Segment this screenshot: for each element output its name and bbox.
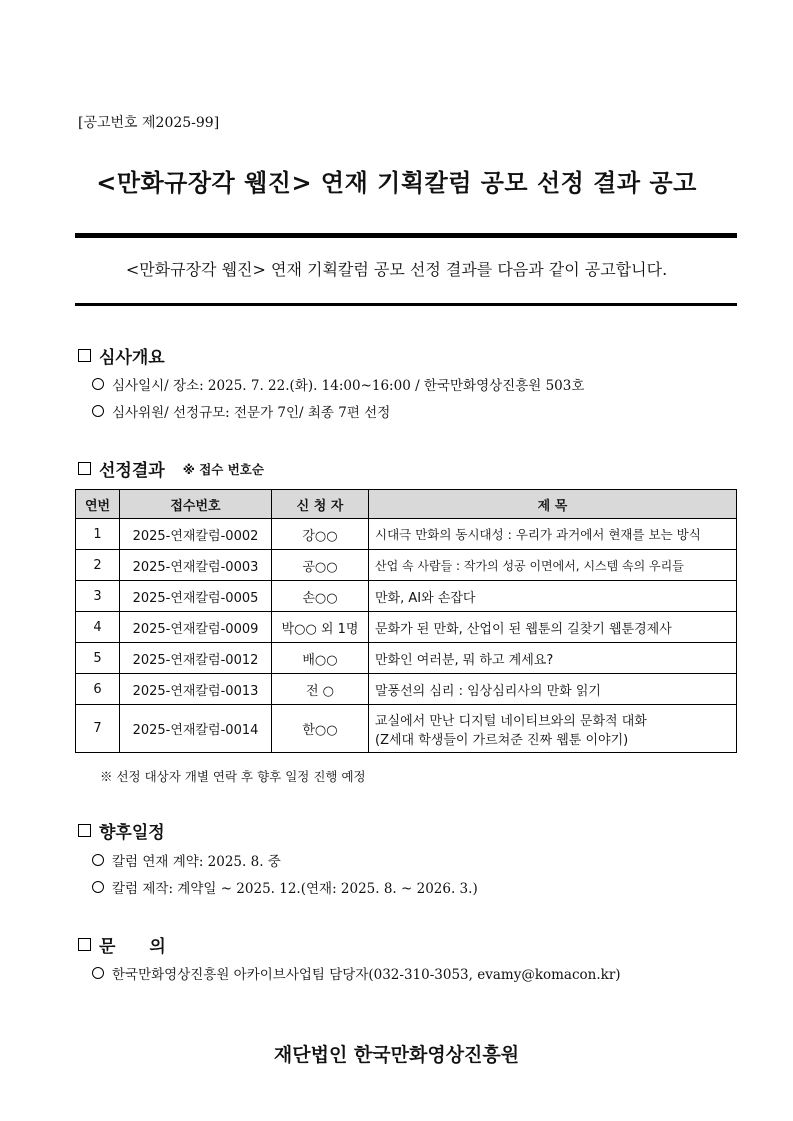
table-header-row bbox=[76, 490, 737, 519]
cell-applicant: 전 ○ bbox=[272, 674, 369, 705]
table-row bbox=[76, 581, 737, 612]
circle-bullet-icon bbox=[92, 378, 104, 390]
table-row bbox=[76, 674, 737, 705]
checkbox-square-icon bbox=[78, 462, 91, 475]
section-heading-schedule bbox=[78, 818, 165, 843]
schedule-item bbox=[92, 877, 478, 897]
cell-applicant: 공○○ bbox=[272, 550, 369, 581]
cell-receipt: 2025-연재칼럼-0013 bbox=[120, 674, 272, 705]
results-footnote: ※ 선정 대상자 개별 연락 후 향후 일정 진행 예정 bbox=[100, 769, 366, 784]
results-table bbox=[75, 489, 737, 753]
cell-receipt: 2025-연재칼럼-0012 bbox=[120, 643, 272, 674]
section-heading-label: 향후일정 bbox=[99, 823, 165, 843]
column-header-no: 연번 bbox=[76, 490, 120, 519]
section-heading-label: 선정결과 bbox=[99, 461, 165, 481]
column-header-title: 제 목 bbox=[369, 490, 737, 519]
circle-bullet-icon bbox=[92, 967, 104, 979]
cell-title bbox=[369, 705, 737, 753]
table-row bbox=[76, 550, 737, 581]
cell-receipt: 2025-연재칼럼-0002 bbox=[120, 519, 272, 550]
review-item bbox=[92, 374, 584, 394]
cell-title: 말풍선의 심리 : 임상심리사의 만화 읽기 bbox=[369, 674, 737, 705]
results-order-note: ※ 접수 번호순 bbox=[182, 461, 264, 477]
schedule-item bbox=[92, 850, 281, 870]
section-heading-inquiry bbox=[78, 932, 180, 957]
cell-no: 5 bbox=[76, 643, 120, 674]
divider bbox=[75, 303, 737, 306]
table-row bbox=[76, 705, 737, 753]
section-heading-results bbox=[78, 456, 264, 481]
circle-bullet-icon bbox=[92, 854, 104, 866]
review-item-text: 심사위원/ 선정규모: 전문가 7인/ 최종 7편 선정 bbox=[112, 405, 391, 421]
section-heading-label: 문 의 bbox=[99, 937, 180, 957]
intro-text: <만화규장각 웹진> 연재 기획칼럼 공모 선정 결과를 다음과 같이 공고합니다. bbox=[125, 260, 668, 279]
cell-title-line: (Z세대 학생들이 가르쳐준 진짜 웹툰 이야기) bbox=[375, 732, 629, 748]
table-row bbox=[76, 643, 737, 674]
cell-applicant: 배○○ bbox=[272, 643, 369, 674]
cell-title-line: 교실에서 만난 디지털 네이티브와의 문화적 대화 bbox=[375, 713, 647, 729]
cell-title: 시대극 만화의 동시대성 : 우리가 과거에서 현재를 보는 방식 bbox=[369, 519, 737, 550]
inquiry-item bbox=[92, 963, 621, 983]
divider-thick bbox=[75, 233, 737, 238]
issuer-name: 재단법인 한국만화영상진흥원 bbox=[273, 1044, 520, 1066]
cell-applicant: 손○○ bbox=[272, 581, 369, 612]
cell-receipt: 2025-연재칼럼-0009 bbox=[120, 612, 272, 643]
cell-no: 4 bbox=[76, 612, 120, 643]
column-header-applicant: 신 청 자 bbox=[272, 490, 369, 519]
checkbox-square-icon bbox=[78, 349, 91, 362]
cell-title: 문화가 된 만화, 산업이 된 웹툰의 길찾기 웹툰경제사 bbox=[369, 612, 737, 643]
checkbox-square-icon bbox=[78, 824, 91, 837]
table-row bbox=[76, 612, 737, 643]
cell-receipt: 2025-연재칼럼-0014 bbox=[120, 705, 272, 753]
cell-applicant: 한○○ bbox=[272, 705, 369, 753]
schedule-item-text: 칼럼 제작: 계약일 ~ 2025. 12.(연재: 2025. 8. ~ 2026. 3.) bbox=[112, 881, 478, 897]
table-row bbox=[76, 519, 737, 550]
cell-no: 2 bbox=[76, 550, 120, 581]
column-header-receipt: 접수번호 bbox=[120, 490, 272, 519]
cell-receipt: 2025-연재칼럼-0005 bbox=[120, 581, 272, 612]
cell-title: 산업 속 사람들 : 작가의 성공 이면에서, 시스템 속의 우리들 bbox=[369, 550, 737, 581]
inquiry-item-text: 한국만화영상진흥원 아카이브사업팀 담당자(032-310-3053, evamy@komacon.kr) bbox=[112, 967, 621, 983]
cell-no: 7 bbox=[76, 705, 120, 753]
cell-no: 1 bbox=[76, 519, 120, 550]
page-title: <만화규장각 웹진> 연재 기획칼럼 공모 선정 결과 공고 bbox=[96, 168, 697, 197]
cell-applicant: 강○○ bbox=[272, 519, 369, 550]
cell-no: 6 bbox=[76, 674, 120, 705]
review-item-text: 심사일시/ 장소: 2025. 7. 22.(화). 14:00~16:00 / 한국만화영상진흥원 503호 bbox=[112, 378, 585, 394]
checkbox-square-icon bbox=[78, 938, 91, 951]
cell-title: 만화인 여러분, 뭐 하고 계세요? bbox=[369, 643, 737, 674]
circle-bullet-icon bbox=[92, 881, 104, 893]
cell-no: 3 bbox=[76, 581, 120, 612]
section-heading-review bbox=[78, 343, 165, 368]
schedule-item-text: 칼럼 연재 계약: 2025. 8. 중 bbox=[112, 854, 281, 870]
cell-title: 만화, AI와 손잡다 bbox=[369, 581, 737, 612]
circle-bullet-icon bbox=[92, 405, 104, 417]
cell-applicant: 박○○ 외 1명 bbox=[272, 612, 369, 643]
cell-receipt: 2025-연재칼럼-0003 bbox=[120, 550, 272, 581]
review-item bbox=[92, 401, 390, 421]
section-heading-label: 심사개요 bbox=[99, 348, 165, 368]
announcement-number: [공고번호 제2025-99] bbox=[78, 115, 220, 131]
